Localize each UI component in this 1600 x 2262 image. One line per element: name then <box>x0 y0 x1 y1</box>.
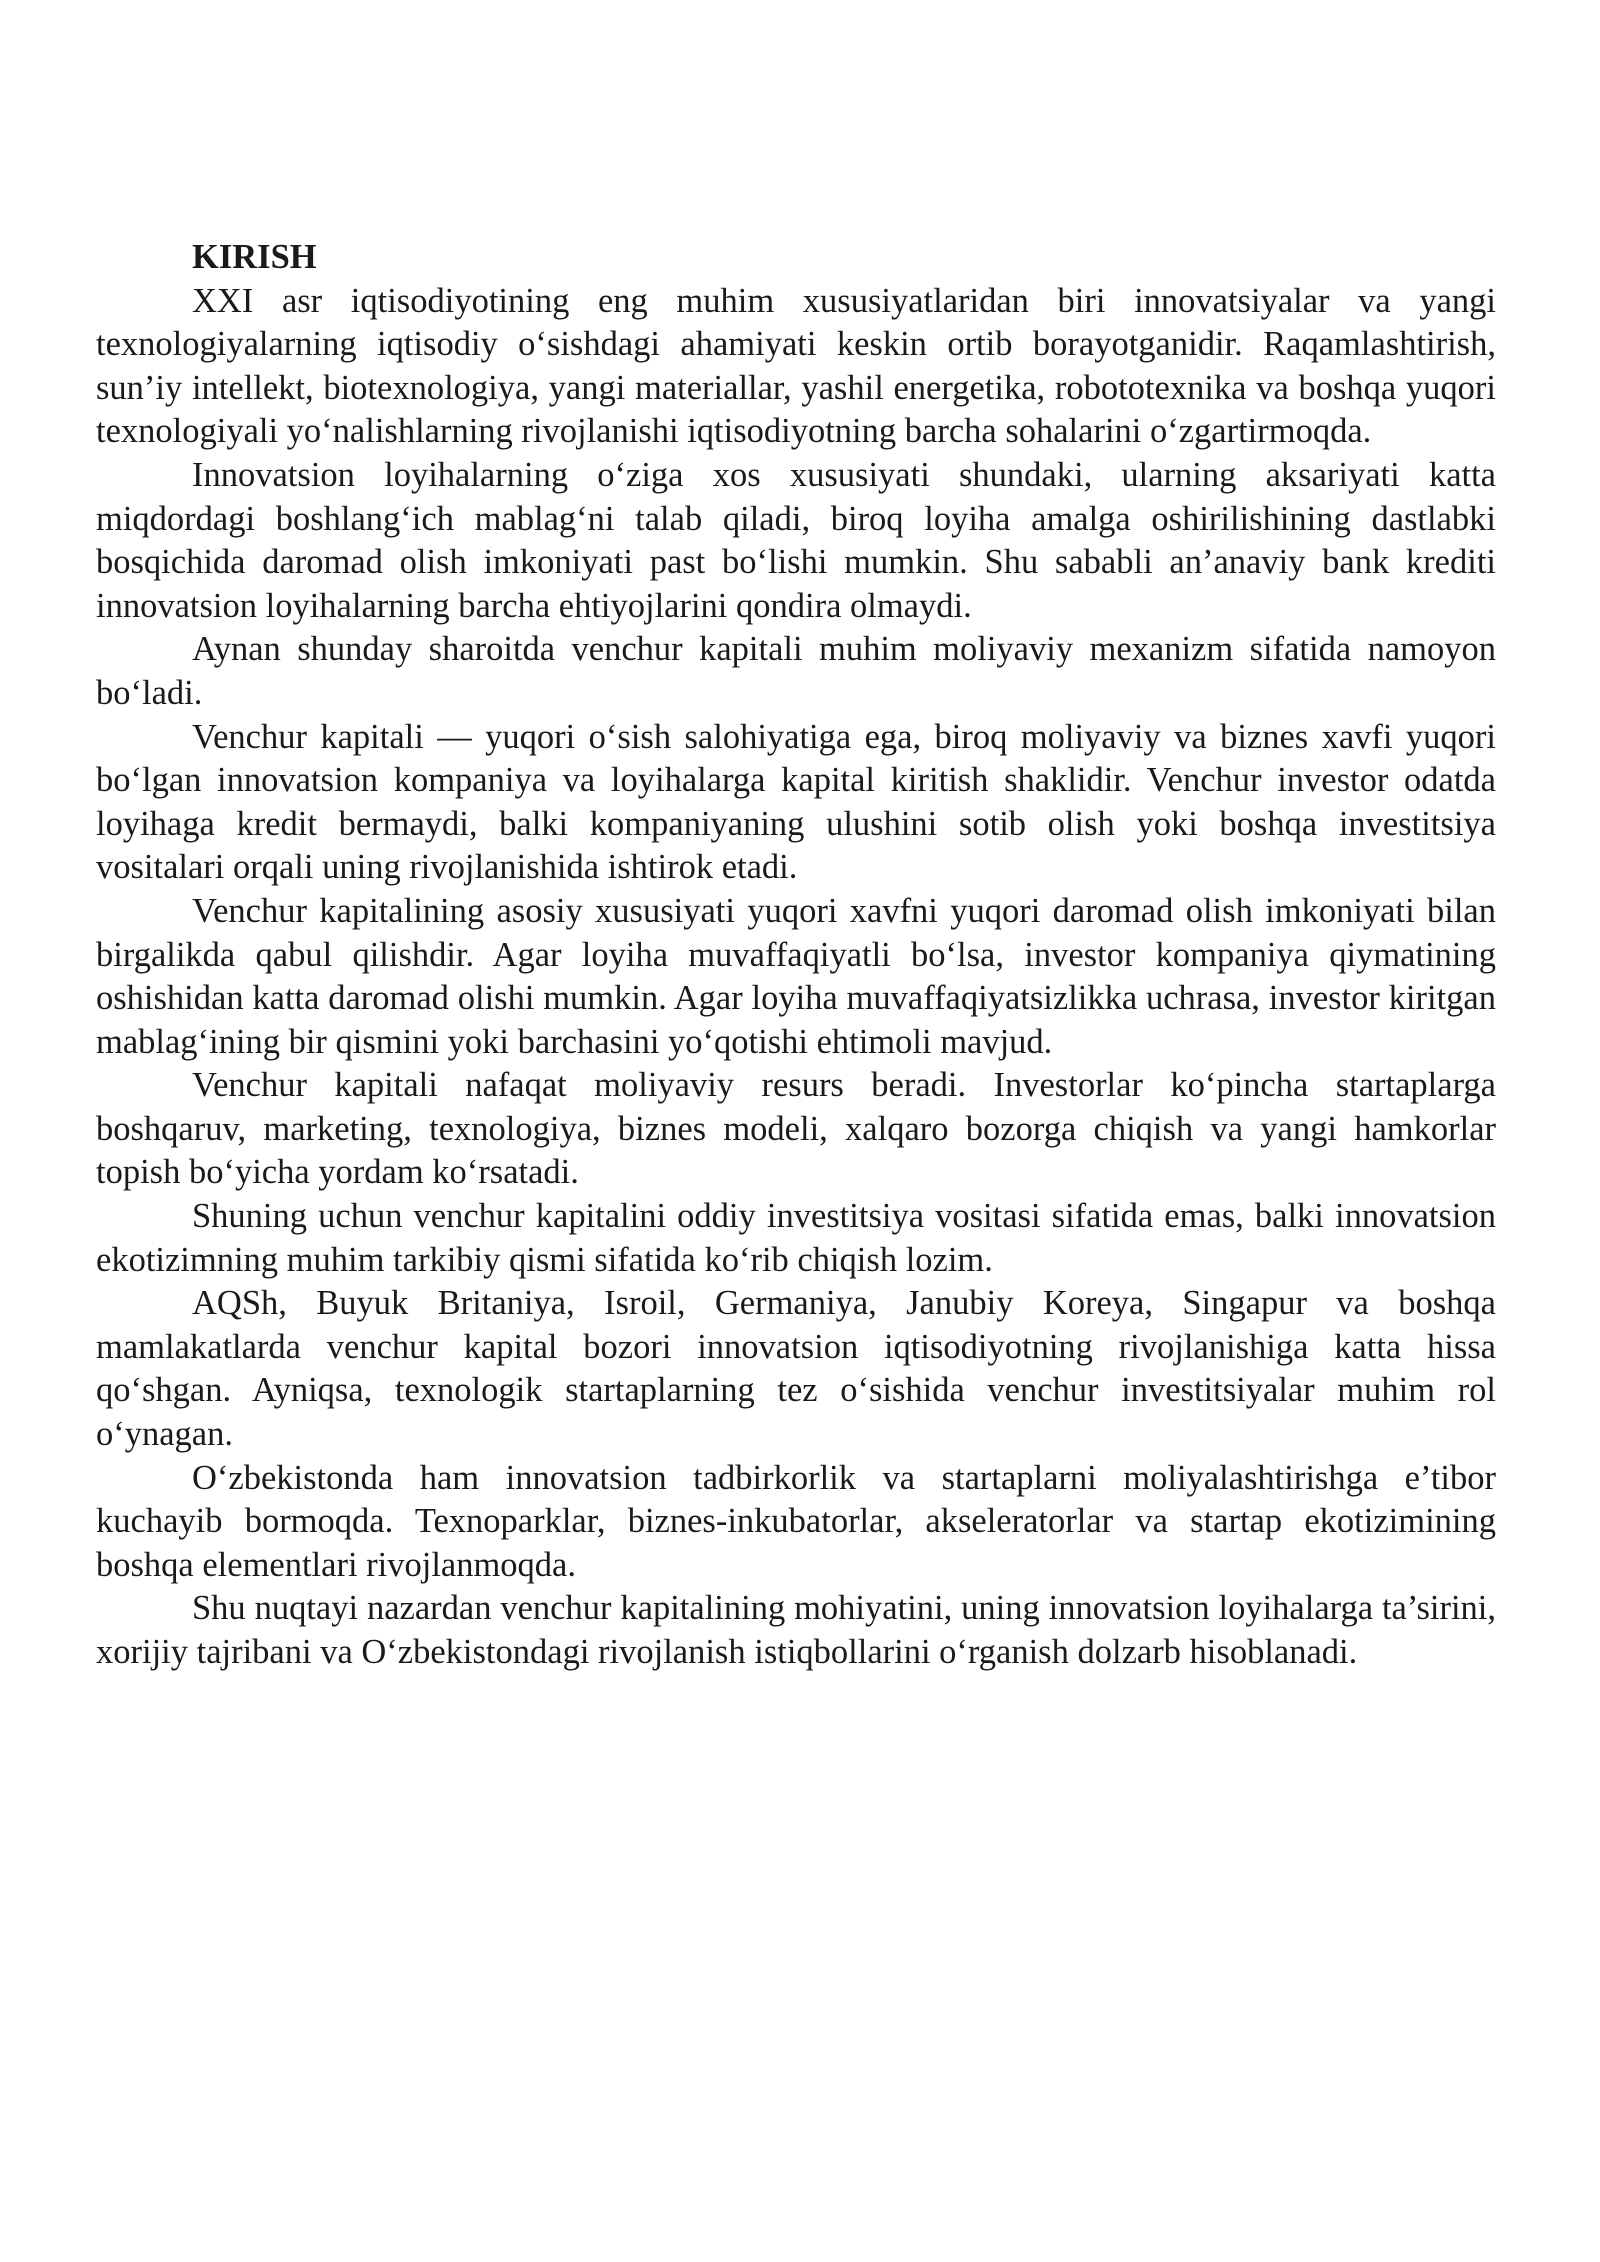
paragraph: Shu nuqtayi nazardan venchur kapitalining mohiyatini, uning innovatsion loyihalarga ta’sirini, xorijiy tajribani va O‘zbekistondagi rivojlanish istiqbollarini o‘rganish dolzarb hisoblanadi. <box>96 1589 1496 1671</box>
paragraph: XXI asr iqtisodiyotining eng muhim xususiyatlaridan biri innovatsiyalar va yangi texnologiyalarning iqtisodiy o‘sishdagi ahamiyati keskin ortib borayotganidir. Raqamlashtirish, sun’iy intellekt, biotexnologiya, yangi materiallar, yashil energetika, robototexnika va boshqa yuqori texnologiyali yo‘nalishlarning rivojlanishi iqtisodiyotning barcha sohalarini o‘zgartirmoqda. <box>96 281 1496 451</box>
paragraph: Aynan shunday sharoitda venchur kapitali muhim moliyaviy mexanizm sifatida namoyon bo‘ladi. <box>96 630 1496 712</box>
paragraph: Innovatsion loyihalarning o‘ziga xos xususiyati shundaki, ularning aksariyati katta miqdordagi boshlang‘ich mablag‘ni talab qiladi, biroq loyiha amalga oshirilishining dastlabki bosqichida daromad olish imkoniyati past bo‘lishi mumkin. Shu sababli an’anaviy bank krediti innovatsion loyihalarning barcha ehtiyojlarini qondira olmaydi. <box>96 455 1496 625</box>
paragraph: Shuning uchun venchur kapitalini oddiy investitsiya vositasi sifatida emas, balki innovatsion ekotizimning muhim tarkibiy qismi sifatida ko‘rib chiqish lozim. <box>96 1197 1496 1279</box>
section-heading: KIRISH <box>192 238 317 276</box>
document-body <box>96 236 1496 1675</box>
paragraph: O‘zbekistonda ham innovatsion tadbirkorlik va startaplarni moliyalashtirishga e’tibor kuchayib bormoqda. Texnoparklar, biznes-inkubatorlar, akseleratorlar va startap ekotizimining boshqa elementlari rivojlanmoqda. <box>96 1458 1496 1584</box>
paragraph: Venchur kapitali — yuqori o‘sish salohiyatiga ega, biroq moliyaviy va biznes xavfi yuqori bo‘lgan innovatsion kompaniya va loyihalarga kapital kiritish shaklidir. Venchur investor odatda loyihaga kredit bermaydi, balki kompaniyaning ulushini sotib olish yoki boshqa investitsiya vositalari orqali uning rivojlanishida ishtirok etadi. <box>96 717 1496 887</box>
paragraph: AQSh, Buyuk Britaniya, Isroil, Germaniya, Janubiy Koreya, Singapur va boshqa mamlakatlarda venchur kapital bozori innovatsion iqtisodiyotning rivojlanishiga katta hissa qo‘shgan. Ayniqsa, texnologik startaplarning tez o‘sishida venchur investitsiyalar muhim rol o‘ynagan. <box>96 1284 1496 1454</box>
paragraph: Venchur kapitalining asosiy xususiyati yuqori xavfni yuqori daromad olish imkoniyati bilan birgalikda qabul qilishdir. Agar loyiha muvaffaqiyatli bo‘lsa, investor kompaniya qiymatining oshishidan katta daromad olishi mumkin. Agar loyiha muvaffaqiyatsizlikka uchrasa, investor kiritgan mablag‘ining bir qismini yoki barchasini yo‘qotishi ehtimoli mavjud. <box>96 891 1496 1061</box>
paragraph: Venchur kapitali nafaqat moliyaviy resurs beradi. Investorlar ko‘pincha startaplarga boshqaruv, marketing, texnologiya, biznes modeli, xalqaro bozorga chiqish va yangi hamkorlar topish bo‘yicha yordam ko‘rsatadi. <box>96 1066 1496 1192</box>
